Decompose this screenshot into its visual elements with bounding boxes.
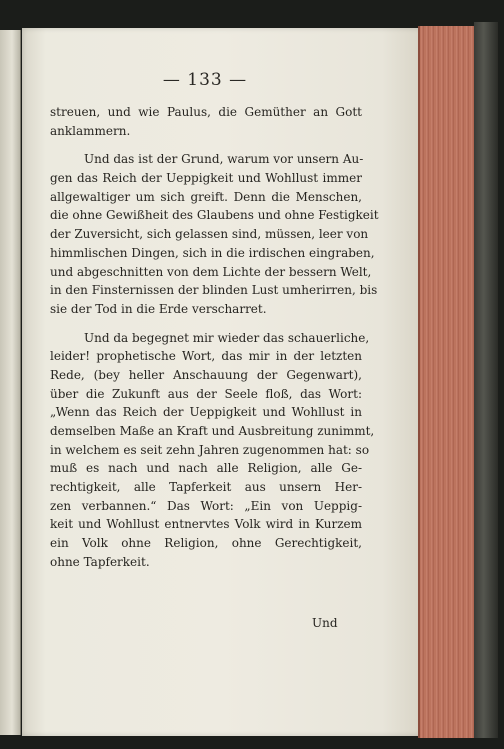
page-number: — 133 — — [162, 70, 248, 90]
text-line: und abgeschnitten von dem Lichte der bessern Welt, — [50, 264, 372, 279]
text-line: demselben Maße an Kraft und Ausbreitung zunimmt, — [50, 424, 375, 438]
text-line: in welchem es seit zehn Jahren zugenommen hat: so — [50, 442, 370, 457]
page-fore-edge — [418, 26, 478, 738]
text-line: über die Zukunft aus der Seele floß, das Wort: — [50, 386, 362, 401]
text-line: in den Finsternissen der blinden Lust umherirren, bis — [50, 283, 378, 298]
paragraph — [50, 329, 375, 572]
text-line: keit und Wohllust entnervtes Volk wird in Kurzem — [50, 517, 362, 532]
catchword: Und — [312, 616, 338, 630]
text-line: allgewaltiger um sich greift. Denn die Menschen, — [50, 189, 362, 204]
left-page-edge — [0, 30, 21, 735]
body-text — [50, 103, 379, 572]
text-line: leider! prophetische Wort, das mir in der letzten — [50, 349, 362, 364]
text-line: gen das Reich der Ueppigkeit und Wohllust immer — [50, 171, 362, 186]
text-line: Und das ist der Grund, warum vor unsern Au- — [84, 152, 364, 167]
text-line: streuen, und wie Paulus, die Gemüther an Gott — [50, 105, 362, 119]
book-cover-edge — [474, 22, 498, 738]
text-line: anklammern. — [50, 123, 131, 138]
paragraph — [50, 150, 379, 318]
text-line: Und da begegnet mir wieder das schauerliche, — [84, 330, 370, 345]
text-line: ohne Tapferkeit. — [50, 554, 150, 569]
text-line: muß es nach und nach alle Religion, alle Ge- — [50, 461, 362, 476]
paragraph — [50, 103, 362, 140]
text-line: sie der Tod in die Erde verscharret. — [50, 301, 267, 316]
text-line: zen verbannen.“ Das Wort: „Ein von Ueppig- — [50, 498, 362, 513]
text-line: rechtigkeit, alle Tapferkeit aus unsern Her- — [50, 480, 362, 495]
text-line: der Zuversicht, sich gelassen sind, müssen, leer von — [50, 227, 369, 242]
text-line: Rede, (bey heller Anschauung der Gegenwart), — [50, 367, 362, 382]
text-line: „Wenn das Reich der Ueppigkeit und Wohllust in — [50, 405, 362, 420]
text-line: himmlischen Dingen, sich in die irdischen eingraben, — [50, 245, 375, 260]
text-line: ein Volk ohne Religion, ohne Gerechtigkeit, — [50, 536, 362, 551]
text-line: die ohne Gewißheit des Glaubens und ohne Festigkeit — [50, 208, 379, 223]
